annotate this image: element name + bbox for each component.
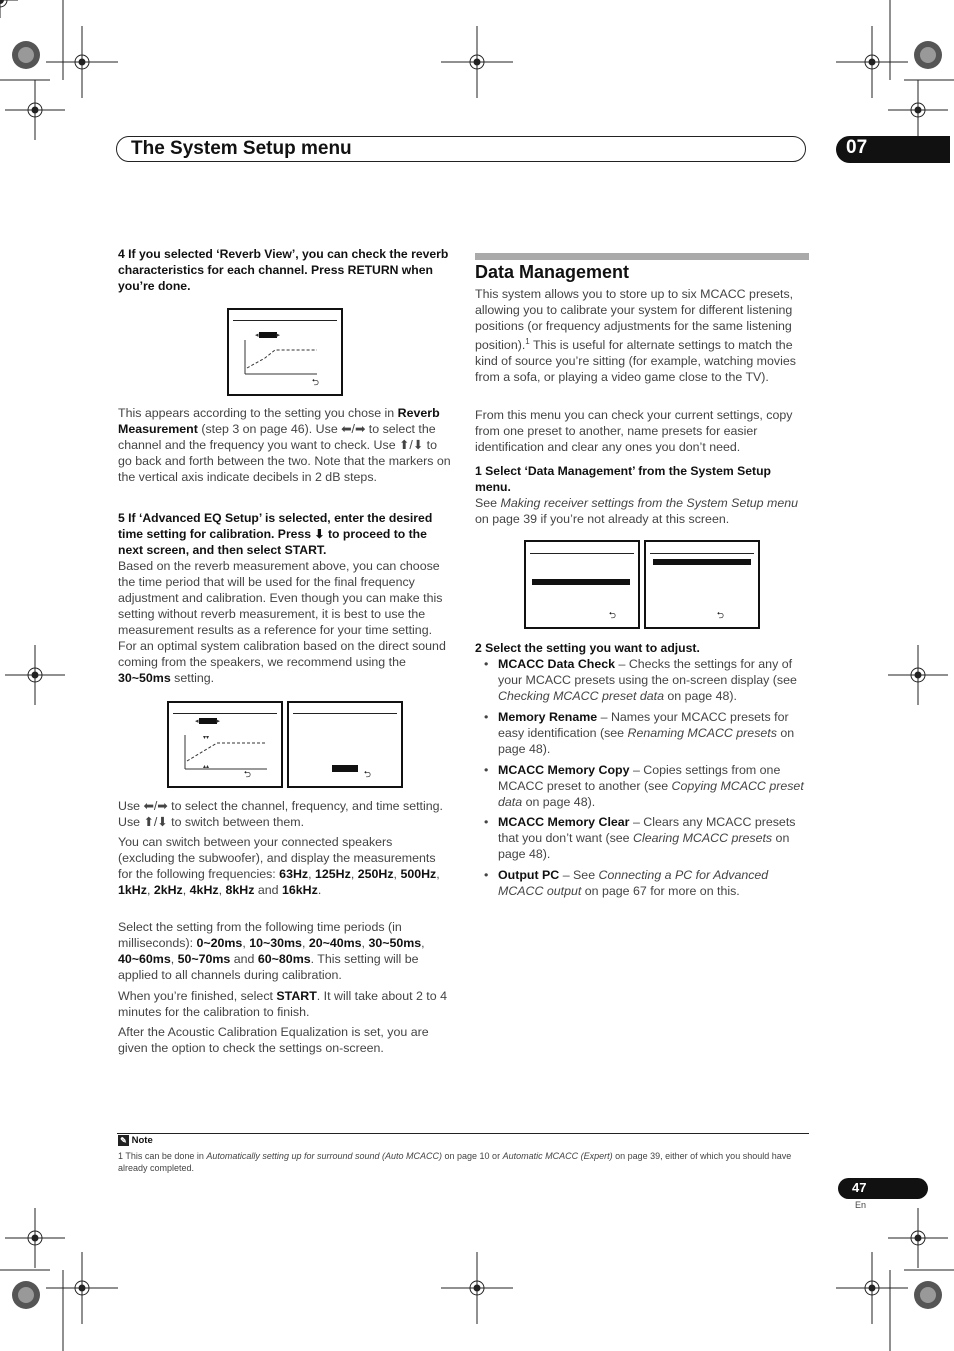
return-icon: ⮌ [243,769,251,779]
step-4-heading: 4 If you selected ‘Reverb View’, you can check the reverb characteristics for each channel. Press RETURN when you’re done. [118,247,449,293]
advanced-eq-graph-screen [167,701,283,788]
language-code: En [855,1200,867,1210]
advanced-eq-start-screen [287,701,403,788]
list-item: • MCACC Memory Clear – Clears any MCACC presets that you don’t want (see Clearing MCACC presets on page 48). [484,815,796,861]
start-highlight [332,765,358,772]
return-icon: ⮌ [716,610,724,620]
eq-graph [181,733,271,773]
return-icon: ⮌ [608,610,616,620]
time-paragraph: Based on the reverb measurement above, you can choose the time period that will be used for the final frequency adjustment and calibration. Even though you can make this setting without reverb measurement, it is best to use the measurement results as a reference for your time setting. For an optimal system calibration based on the direct sound coming from the speakers, we recommend using the 30~50ms setting. [118,559,446,685]
list-item: • MCACC Data Check – Checks the settings for any of your MCACC presets using the on-screen display (see Checking MCACC preset data on page 48). [484,657,797,703]
data-management-screen [644,540,760,629]
system-setup-menu-screen [524,540,640,629]
page-number-badge [838,1178,928,1199]
upper-marker-icon: ▾▾ [203,735,210,741]
channel-selector: ◂ ▸ [255,332,281,339]
reverb-graph [241,338,321,378]
step-5-heading: 5 If ‘Advanced EQ Setup’ is selected, enter the desired time setting for calibration. Press ⬇ to proceed to the next screen, and then select START. [118,511,433,557]
page-title: The System Setup menu [131,138,352,159]
see-reference-paragraph: See Making receiver settings from the System Setup menu on page 39 if you’re not already at this screen. [475,496,799,526]
section-heading: Data Management [475,262,630,282]
return-icon: ⮌ [363,769,371,779]
frequencies-paragraph: You can switch between your connected speakers (excluding the subwoofer), and display the measurements for the following frequencies: 63Hz, 125Hz, 250Hz, 500Hz, 1kHz, 2kHz, 4kHz, 8kHz and 16kHz. [118,835,440,897]
data-management-intro: This system allows you to store up to six MCACC presets, allowing you to calibrate your system for different listening positions (or frequency adjustments for the same listening position).$^1$ This is useful for alternate settings to match the kind of source you’re sitting (for example, watching movies from a sofa, or playing a video game close to the TV). [475,287,796,385]
after-calibration-paragraph: After the Acoustic Calibration Equalization is set, you are given the option to check the settings on-screen. [118,1025,429,1055]
finish-paragraph: When you’re finished, select START. It will take about 2 to 4 minutes for the calibration to finish. [118,989,447,1019]
reverb-view-screen [227,308,343,396]
list-item: • Output PC – See Connecting a PC for Advanced MCACC output on page 67 for more on this. [484,868,769,898]
step-1-heading: 1 Select ‘Data Management’ from the System Setup menu. [475,464,771,494]
header-bar [116,136,806,162]
list-item: • Memory Rename – Names your MCACC presets for easy identification (see Renaming MCACC presets on page 48). [484,710,795,756]
note-icon: ✎ [118,1135,129,1146]
section-rule [475,253,809,260]
page-number: 47 [852,1180,867,1195]
menu-highlight [532,579,630,585]
channel-selector: ◂ ▸ [195,718,221,725]
reverb-paragraph: This appears according to the setting you chose in Reverb Measurement (step 3 on page 46). Use ⬅/➡ to select the channel and the frequency you want to check. Use ⬆/⬇ to go back and forth between the two. Note that the markers on the vertical axis indicate decibels in 2 dB steps. [118,406,451,484]
data-management-menu-paragraph: From this menu you can check your current settings, copy from one preset to another, name presets for easier identification and clear any ones you don’t need. [475,408,793,454]
note-rule [117,1133,809,1134]
list-item: • MCACC Memory Copy – Copies settings from one MCACC preset to another (see Copying MCACC preset data on page 48). [484,763,804,809]
select-channel-paragraph: Use ⬅/➡ to select the channel, frequency, and time setting. Use ⬆/⬇ to switch between them. [118,799,443,829]
menu-highlight [653,559,751,565]
lower-marker-icon: ▴▴ [203,764,210,770]
return-icon: ⮌ [311,377,319,387]
chapter-badge [836,136,950,163]
chapter-number: 07 [846,137,868,158]
note-header: ✎ Note [118,1135,153,1146]
footnote: 1 This can be done in Automatically setting up for surround sound (Auto MCACC) on page 10 or Automatic MCACC (Expert) on page 39, either of which you should have already completed. [118,1151,792,1173]
step-2-heading: 2 Select the setting you want to adjust. [475,641,700,655]
time-periods-paragraph: Select the setting from the following time periods (in milliseconds): 0~20ms, 10~30ms, 20~40ms, 30~50ms, 40~60ms, 50~70ms and 60~80ms. This setting will be applied to all channels during calibration. [118,920,425,982]
